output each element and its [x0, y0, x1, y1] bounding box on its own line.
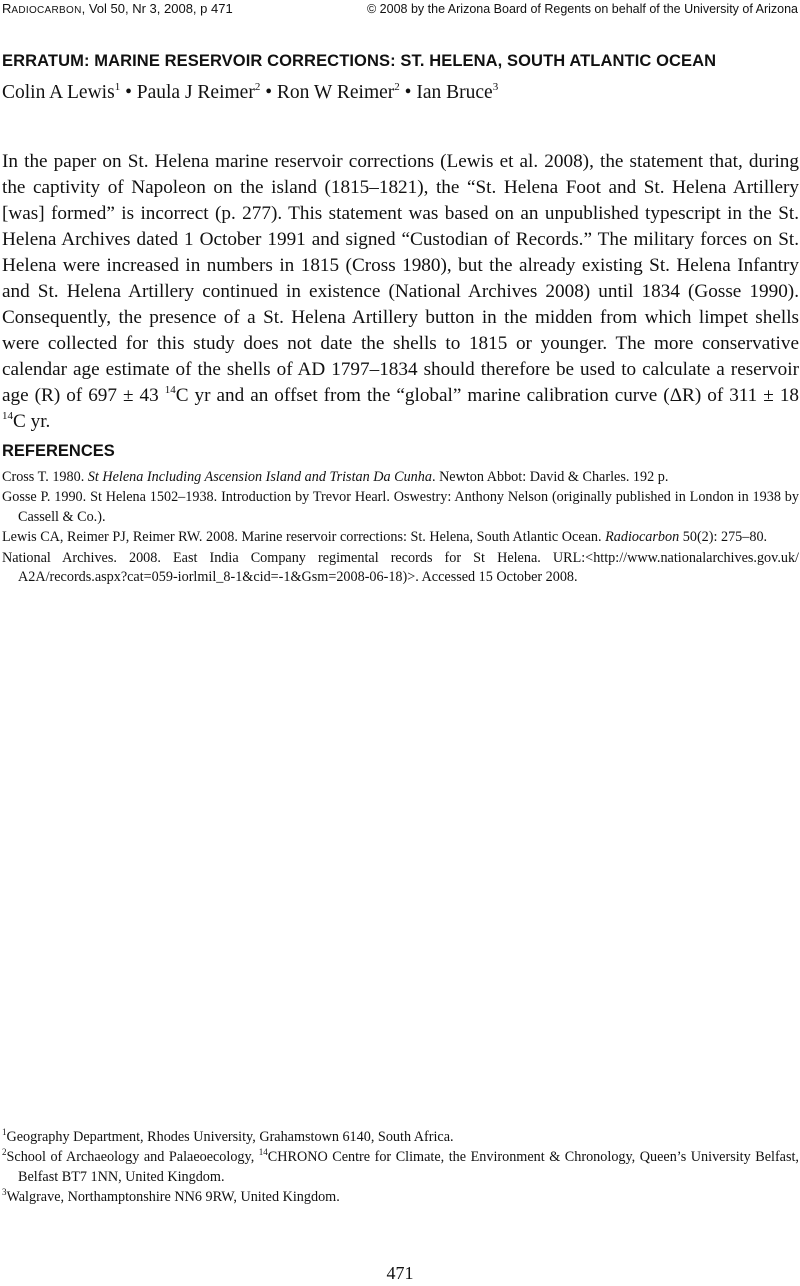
body-text-segment: In the paper on St. Helena marine reservoir corrections (Lewis et al. 2008), the statement that, during the captivity of Napoleon on the island (1815–1821), the “St. Helena Foot and St. Helena Artillery [was] formed” is incorrect (p. 277). This statement was based on an unpublished typescript in the St. Helena Archives dated 1 October 1991 and signed “Custodian of Records.” The military forces on St. Helena were increased in numbers in 1815 (Cross 1980), but the already existing St. Helena Infantry and St. Helena Artillery continued in existence (National Archives 2008) until 1834 (Gosse 1990). Consequently, the presence of a St. Helena Artillery button in the midden from which limpet shells were collected for this study does not date the shells to 1815 or younger. The more conservative calendar age estimate of the shells of AD 1797–1834 should therefore be used to calculate a reservoir age (R) of 697 ± 43: [2, 151, 799, 407]
body-text-segment: C yr and an offset from the “global” marine calibration curve (ΔR) of 311 ± 18: [175, 385, 800, 407]
erratum-body-paragraph: [2, 149, 799, 436]
author-list: [2, 80, 498, 106]
journal-name-rest: ADIOCARBON: [11, 5, 82, 16]
footnote-text: School of Archaeology and Palaeoecology,: [6, 1149, 259, 1166]
author-separator: •: [120, 82, 137, 103]
article-title: ERRATUM: MARINE RESERVOIR CORRECTIONS: ST. HELENA, SOUTH ATLANTIC OCEAN: [2, 52, 717, 70]
footnote-item: [2, 1128, 799, 1147]
author-name: Ian Bruce: [416, 82, 493, 103]
journal-issue: , Vol 50, Nr 3, 2008, p 471: [81, 1, 233, 16]
reference-item: [2, 468, 799, 487]
reference-list: [2, 468, 799, 588]
reference-text: Lewis CA, Reimer PJ, Reimer RW. 2008. Marine reservoir corrections: St. Helena, South Atlantic Ocean.: [2, 529, 606, 546]
author-separator: •: [260, 82, 277, 103]
journal-name-initial: R: [2, 1, 12, 16]
reference-text: National Archives. 2008. East India Company regimental records for St Helena. URL:<http://www.nationalarchives.gov.uk/ A2A/records.aspx?cat=059-iorlmil_8-1&cid=-1&Gsm=2008-06-18)>. Accessed 15 October 2008.: [2, 549, 799, 586]
reference-text: Gosse P. 1990. St Helena 1502–1938. Introduction by Trevor Hearl. Oswestry: Anthony Nelson (originally published in London in 1938 by Cassell & Co.).: [2, 489, 799, 525]
reference-item: [2, 549, 799, 588]
footnote-number: 1: [2, 1127, 7, 1137]
footnote-number: 3: [2, 1187, 7, 1198]
footnote-text: Geography Department, Rhodes University, Grahamstown 6140, South Africa.: [6, 1129, 454, 1145]
running-head: [2, 0, 798, 18]
reference-item: [2, 528, 799, 547]
reference-text: Cross T. 1980.: [2, 469, 88, 485]
reference-text: 50(2): 275–80.: [679, 529, 768, 546]
author-name: Paula J Reimer: [136, 82, 255, 103]
author-name: Colin A Lewis: [2, 82, 115, 103]
reference-item: [2, 488, 799, 527]
copyright-notice: © 2008 by the Arizona Board of Regents on behalf of the University of Arizona: [367, 2, 798, 16]
author-name: Ron W Reimer: [276, 82, 395, 103]
reference-journal-italic: Radiocarbon: [605, 529, 680, 546]
body-text-segment: C yr.: [13, 411, 51, 433]
footnote-text: CHRONO Centre for Climate, the Environment & Chronology, Queen’s University Belfast, Belfast BT7 1NN, United Kingdom.: [18, 1149, 799, 1185]
references-heading: REFERENCES: [2, 442, 115, 460]
isotope-superscript: 14: [164, 384, 176, 397]
isotope-superscript: 14: [2, 410, 13, 423]
author-affiliation-mark: 3: [492, 81, 499, 93]
author-affiliation-mark: 2: [394, 81, 400, 93]
footnote-text: Walgrave, Northamptonshire NN6 9RW, United Kingdom.: [6, 1189, 340, 1206]
reference-title-italic: St Helena Including Ascension Island and Tristan Da Cunha: [87, 469, 432, 485]
footnote-item: [2, 1148, 799, 1187]
reference-text: . Newton Abbot: David & Charles. 192 p.: [431, 469, 669, 485]
author-separator: •: [399, 82, 417, 103]
author-affiliation-mark: 1: [114, 81, 121, 93]
isotope-superscript: 14: [258, 1147, 268, 1158]
footnote-number: 2: [2, 1147, 7, 1158]
page-number: 471: [386, 1263, 414, 1283]
author-affiliation-mark: 2: [254, 81, 261, 93]
affiliation-footnotes: [2, 1128, 799, 1209]
footnote-item: [2, 1188, 799, 1207]
journal-citation: [2, 0, 233, 20]
